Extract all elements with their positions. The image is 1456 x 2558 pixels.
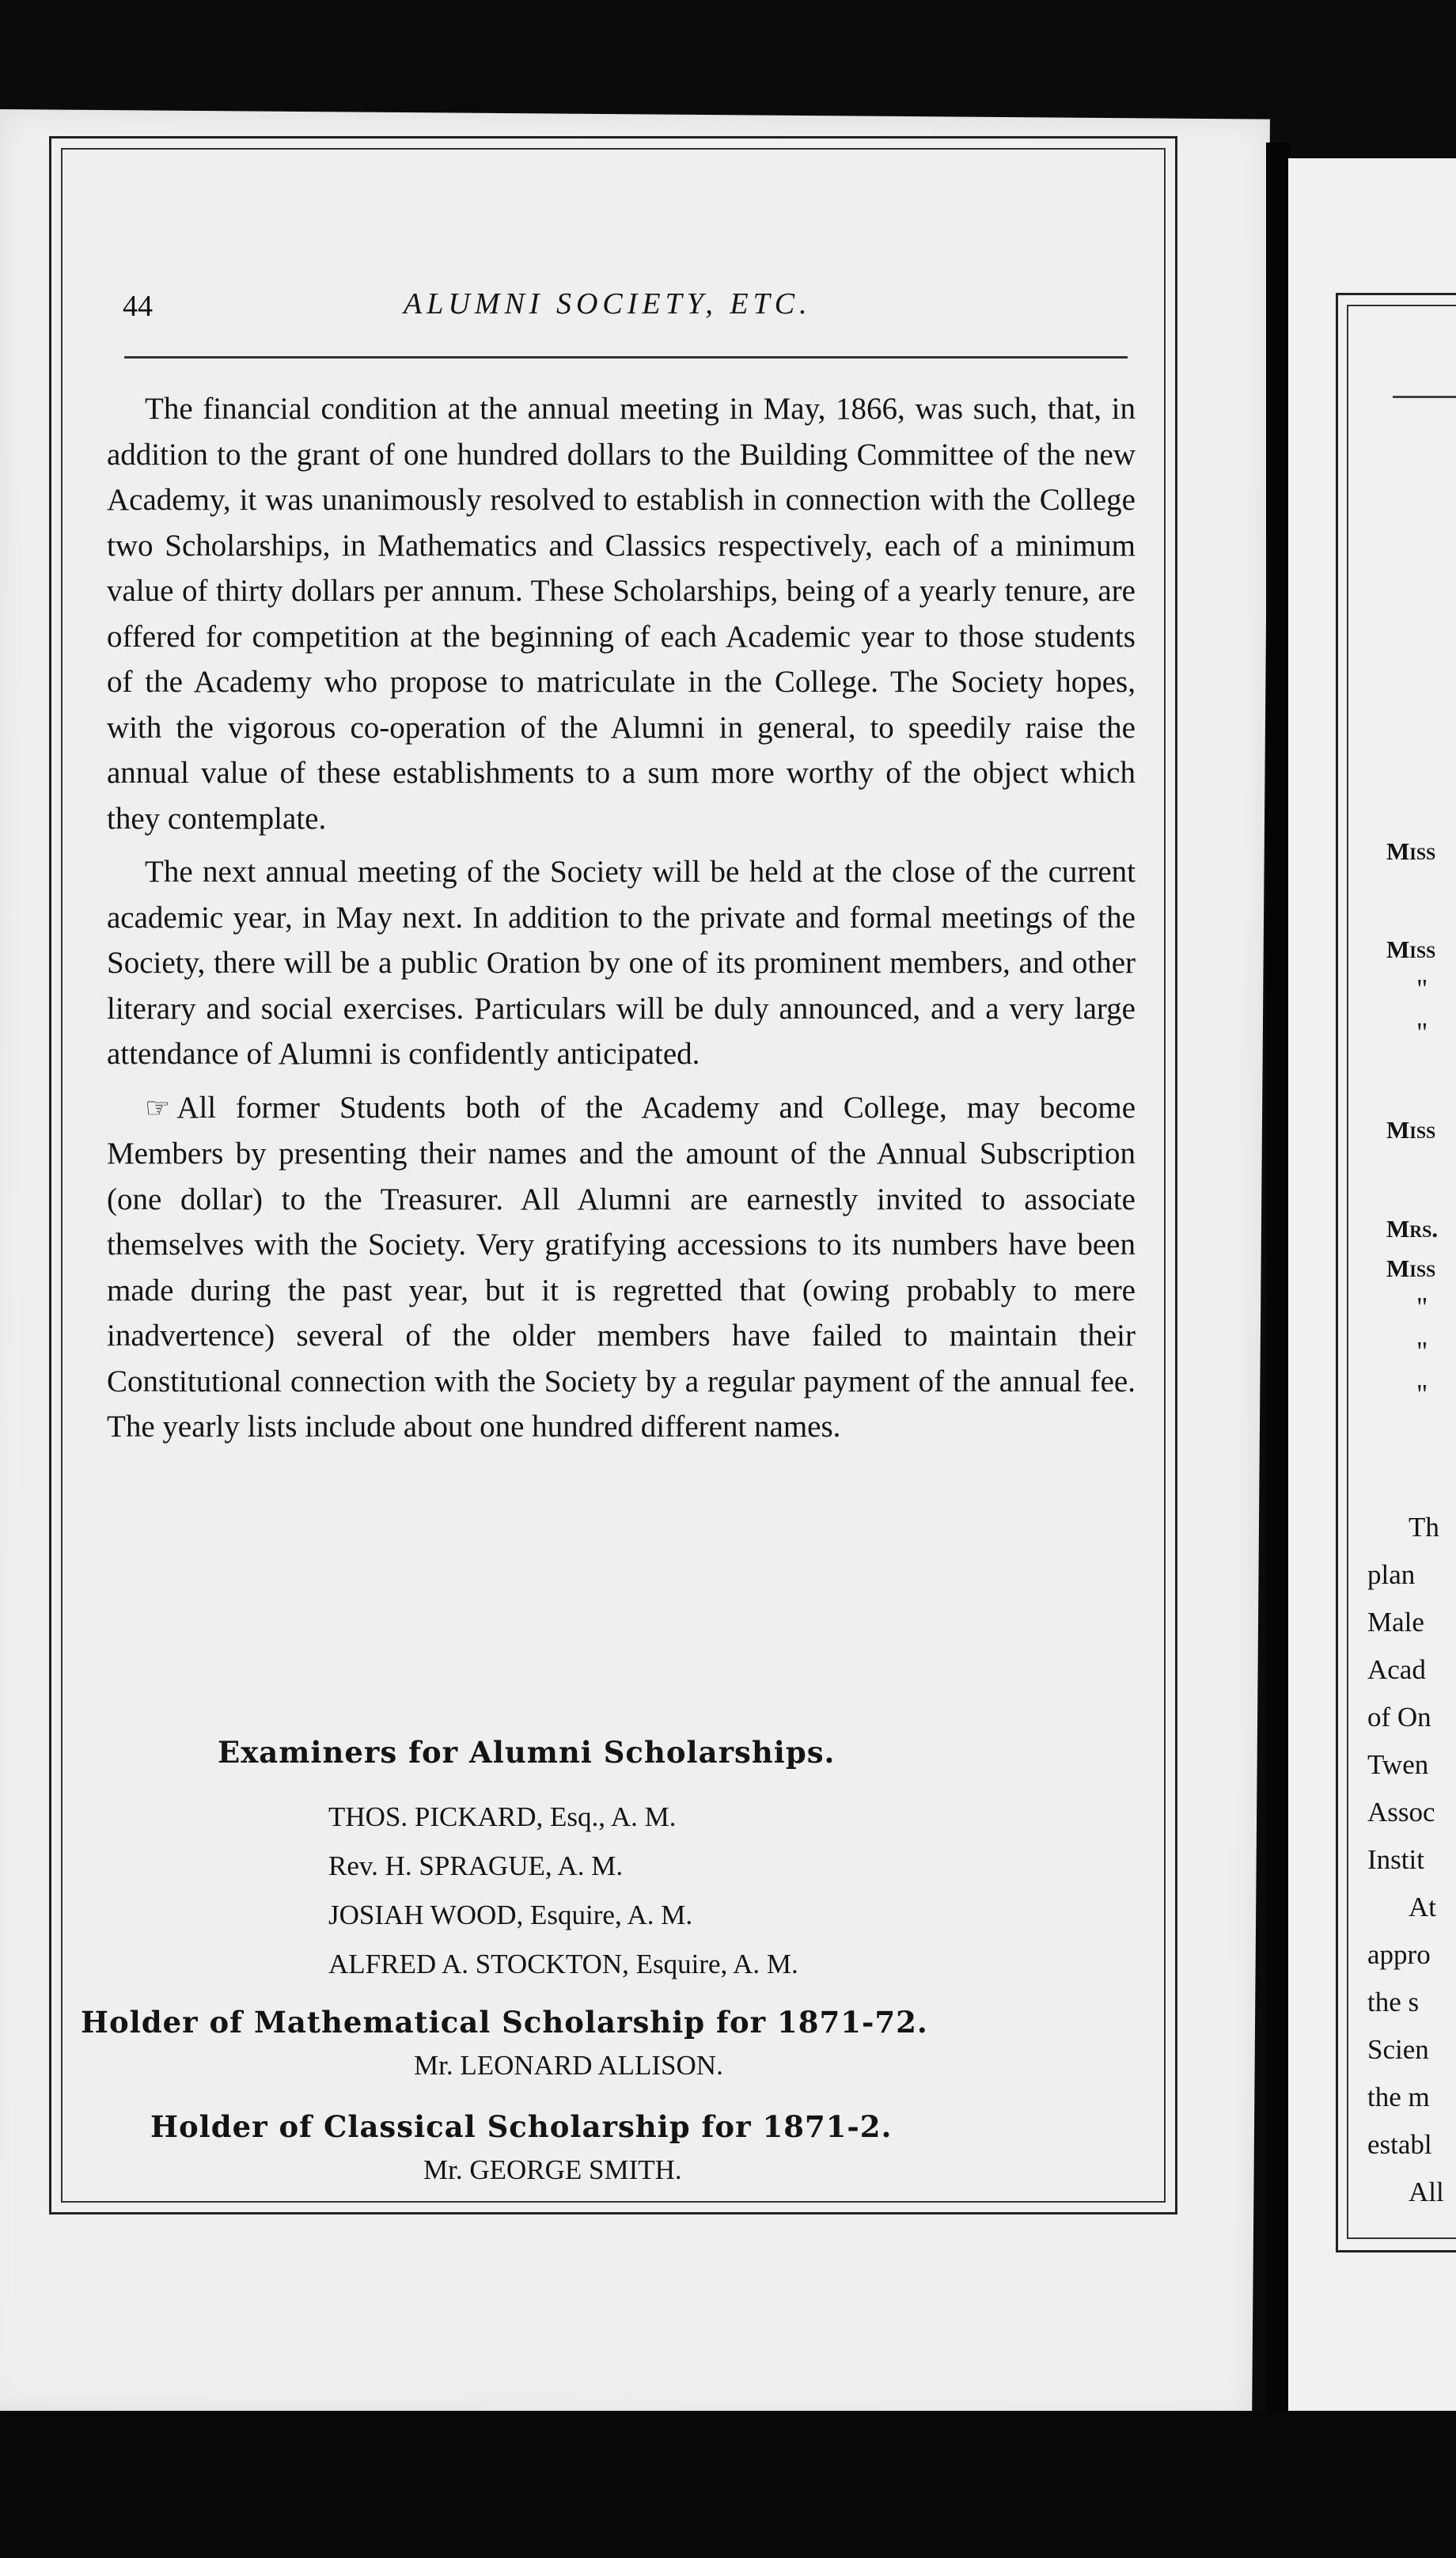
examiner-item: Rev. H. SPRAGUE, A. M.: [328, 1850, 624, 1881]
page-number: 44: [123, 290, 153, 323]
right-fragment: the s: [1367, 1987, 1420, 2017]
math-scholarship-holder: Mr. LEONARD ALLISON.: [414, 2050, 723, 2081]
right-fragment: ": [1416, 1017, 1428, 1048]
right-fragment: Miss: [1386, 1116, 1436, 1144]
right-fragment: of On: [1367, 1702, 1431, 1733]
pointing-hand-icon: ☞: [145, 1091, 171, 1124]
right-fragment: ": [1416, 1336, 1428, 1367]
classical-scholarship-holder: Mr. GEORGE SMITH.: [423, 2154, 682, 2185]
header-rule: [124, 356, 1128, 359]
right-fragment: Miss: [1386, 936, 1436, 963]
body-text: [107, 386, 1136, 1450]
right-fragment: All: [1409, 2177, 1444, 2207]
paragraph-membership: [107, 1085, 1136, 1450]
right-fragment: Male: [1367, 1607, 1424, 1638]
paragraph-financial-condition: The financial condition at the annual meeting in May, 1866, was such, that, in addition to the grant of one hundred dollars to the Building Committee of the new Academy, it was unanimously resolved to establish in connection with the College two Scholarships, in Mathematics and Classics respectively, each of a minimum value of thirty dollars per annum. These Scholarships, being of a yearly tenure, are offered for competition at the beginning of each Academic year to those students of the Academy who propose to matriculate in the College. The Society hopes, with the vigorous co-operation of the Alumni in general, to speedily raise the annual value of these establishments to a sum more worthy of the object which they contemplate.: [107, 392, 1136, 836]
examiners-heading: Examiners for Alumni Scholarships.: [218, 1735, 836, 1770]
examiner-item: JOSIAH WOOD, Esquire, A. M.: [328, 1900, 693, 1930]
right-fragment: establ: [1367, 2129, 1432, 2160]
right-fragment: Scien: [1367, 2034, 1429, 2065]
paragraph-annual-meeting: The next annual meeting of the Society will be held at the close of the current academic year, in May next. In addition to the private and formal meetings of the Society, there will be a public Oration by one of its prominent members, and other literary and social exercises. Particulars will be duly announced, and a very large attendance of Alumni is confidently anticipated.: [107, 855, 1136, 1071]
right-fragment: Instit: [1367, 1844, 1424, 1875]
classical-scholarship-heading: Holder of Classical Scholarship for 1871-2.: [150, 2109, 893, 2144]
right-fragment: Miss: [1386, 1254, 1436, 1282]
right-fragment: Twen: [1367, 1749, 1429, 1780]
book-spine: [1266, 142, 1290, 2430]
examiner-item: ALFRED A. STOCKTON, Esquire, A. M.: [328, 1949, 798, 1979]
right-fragment: At: [1409, 1892, 1436, 1922]
math-scholarship-heading: Holder of Mathematical Scholarship for 1871-72.: [81, 2005, 928, 2040]
examiner-item: THOS. PICKARD, Esq., A. M.: [328, 1801, 677, 1832]
right-page-rule: [1393, 396, 1456, 398]
running-head: ALUMNI SOCIETY, ETC.: [404, 287, 812, 321]
examiners-list: [328, 1793, 798, 1989]
right-fragment: plan: [1367, 1559, 1416, 1590]
paragraph-membership-text: All former Students both of the Academy and College, may become Members by presenting their names and the amount of the Annual Subscription (one dollar) to the Treasurer. All Alumni are earnestly invited to associate themselves with the Society. Very gratifying accessions to its numbers have been made during the past year, but it is regretted that (owing probably to mere inadvertence) several of the older members have failed to maintain their Constitutional connection with the Society by a regular payment of the annual fee. The yearly lists include about one hundred different names.: [107, 1090, 1136, 1444]
right-fragment: Mrs.: [1386, 1215, 1439, 1243]
bottom-margin: [0, 2411, 1456, 2558]
right-fragment: ": [1416, 973, 1428, 1004]
right-fragment: ": [1416, 1379, 1428, 1410]
right-fragment: Acad: [1367, 1654, 1426, 1685]
right-fragment: the m: [1367, 2082, 1430, 2112]
right-fragment: appro: [1367, 1939, 1431, 1970]
right-fragment: Assoc: [1367, 1797, 1435, 1827]
right-fragment: ": [1416, 1292, 1428, 1323]
right-fragment: Miss: [1386, 837, 1436, 865]
right-fragment: Th: [1409, 1512, 1439, 1543]
